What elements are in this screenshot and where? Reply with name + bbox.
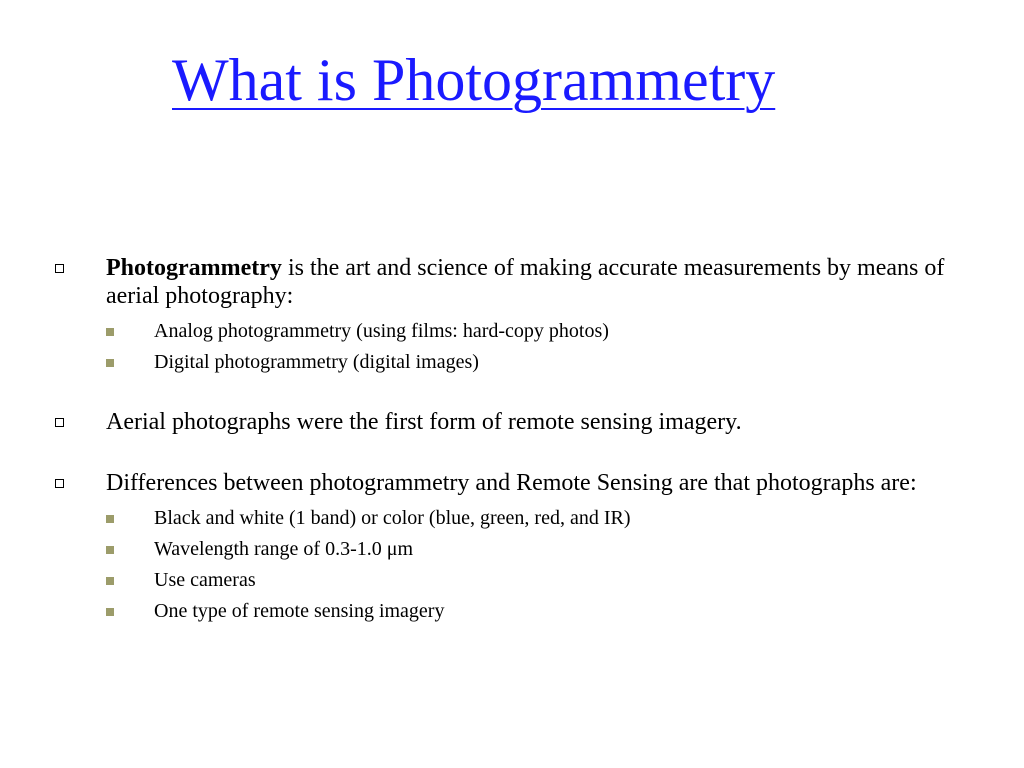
- bullet-aerial-photographs: [0, 408, 996, 436]
- sub-item-bands: [106, 506, 996, 530]
- bullet-text: [106, 255, 944, 309]
- bullet-text: Aerial photographs were the first form of remote sensing imagery.: [106, 409, 742, 435]
- filled-square-bullet-icon: [106, 577, 114, 585]
- sub-item-digital: [106, 350, 996, 374]
- sub-item-cameras: [106, 568, 996, 592]
- sub-item-imagery-type: [106, 599, 996, 623]
- sub-item-text: Use cameras: [154, 569, 256, 591]
- hollow-square-bullet-icon: [55, 264, 64, 273]
- sub-item-wavelength: [106, 537, 996, 561]
- bullet-text-rest: is the art and science of making accurate measurements by means of aerial photography:: [106, 255, 945, 309]
- bold-term: Photogrammetry: [106, 255, 282, 281]
- hollow-square-bullet-icon: [55, 418, 64, 427]
- sub-item-text: Black and white (1 band) or color (blue, green, red, and IR): [154, 507, 631, 529]
- filled-square-bullet-icon: [106, 328, 114, 336]
- bullet-differences: [0, 469, 996, 623]
- slide-title: What is Photogrammetry: [172, 47, 776, 113]
- sub-list: [106, 506, 996, 623]
- sub-item-text: Digital photogrammetry (digital images): [154, 351, 479, 373]
- hollow-square-bullet-icon: [55, 479, 64, 488]
- bullet-text: Differences between photogrammetry and Remote Sensing are that photographs are:: [106, 470, 917, 496]
- filled-square-bullet-icon: [106, 608, 114, 616]
- sub-item-analog: [106, 319, 996, 343]
- sub-list: [106, 319, 996, 374]
- filled-square-bullet-icon: [106, 515, 114, 523]
- sub-item-text: Wavelength range of 0.3-1.0 μm: [154, 538, 414, 560]
- sub-item-text: Analog photogrammetry (using films: hard-copy photos): [154, 320, 609, 342]
- slide-body: [0, 248, 1024, 630]
- sub-item-text: One type of remote sensing imagery: [154, 600, 445, 622]
- filled-square-bullet-icon: [106, 359, 114, 367]
- filled-square-bullet-icon: [106, 546, 114, 554]
- bullet-photogrammetry-definition: [0, 254, 996, 374]
